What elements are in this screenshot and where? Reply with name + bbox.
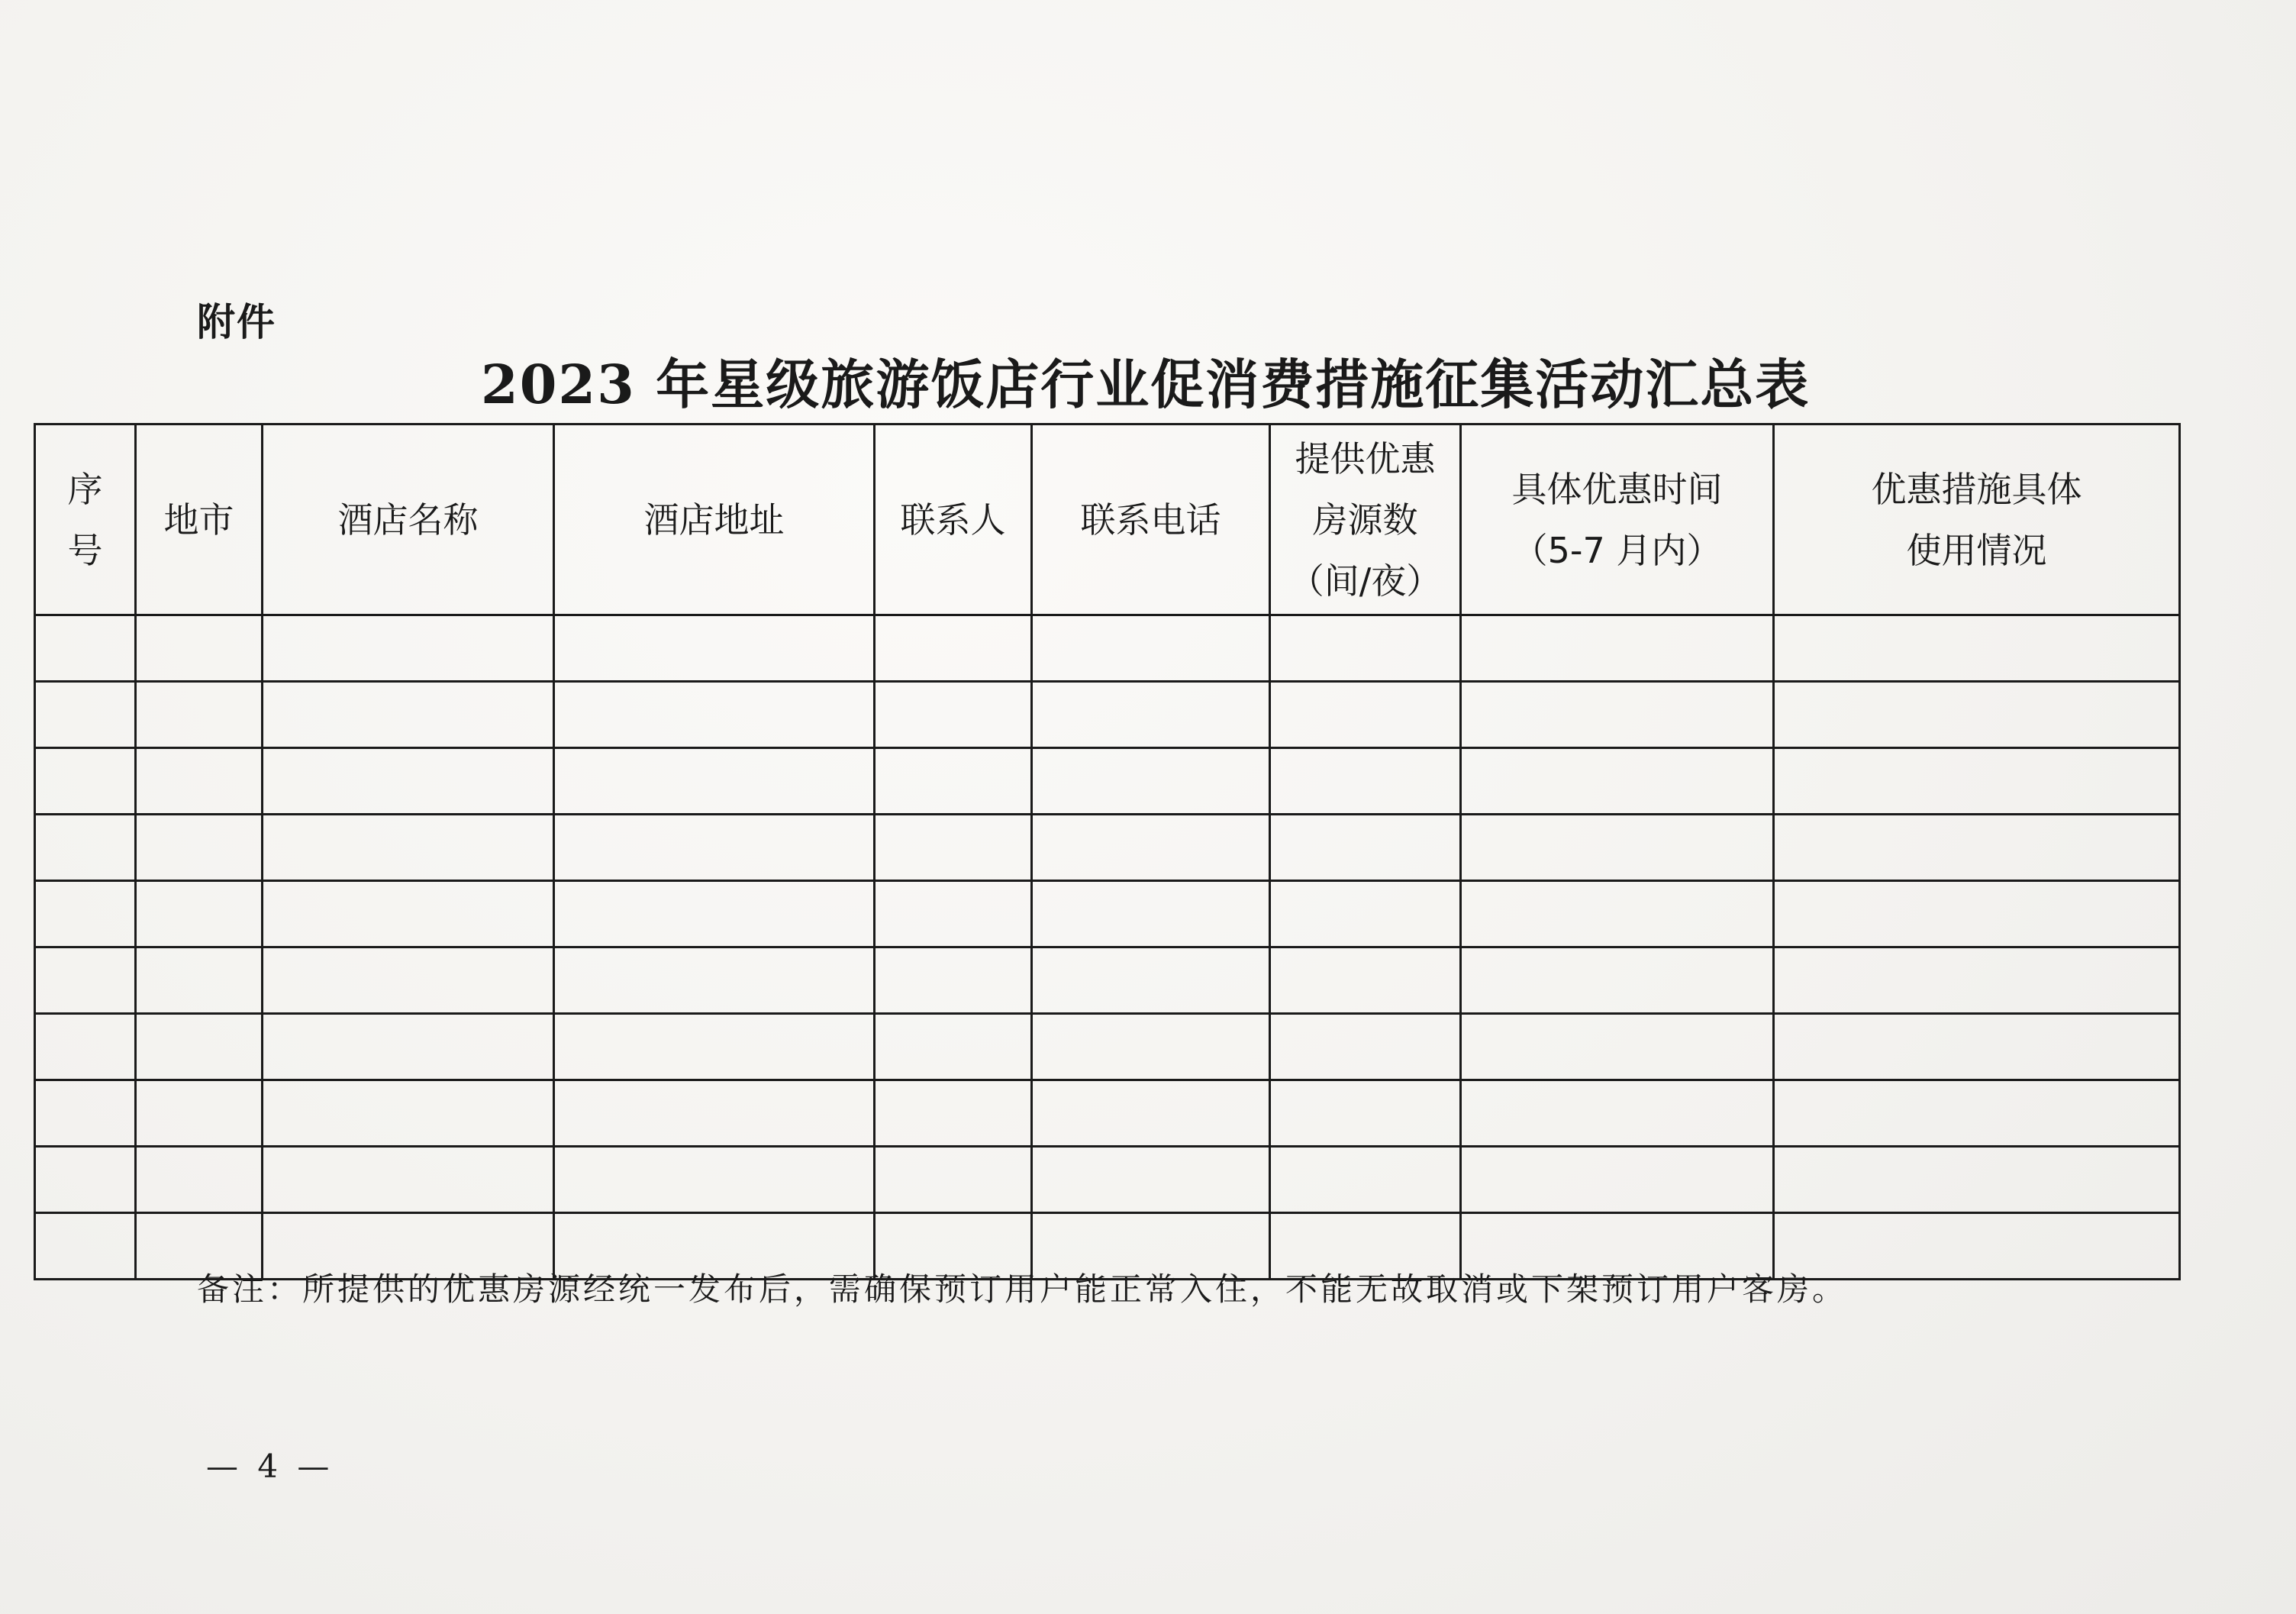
table-cell — [1270, 1080, 1461, 1147]
header-line: 地市 — [163, 499, 234, 541]
table-cell — [1461, 815, 1774, 881]
header-line: 酒店地址 — [643, 499, 785, 541]
table-cell — [1270, 682, 1461, 748]
header-hotel-address — [554, 424, 875, 615]
table-cell — [1774, 682, 2180, 748]
table-row — [35, 1147, 2180, 1213]
header-city — [136, 424, 263, 615]
header-hotel-name — [263, 424, 554, 615]
table-cell — [554, 1080, 875, 1147]
table-cell — [35, 682, 136, 748]
table-cell — [1032, 682, 1270, 748]
table-cell — [1774, 947, 2180, 1014]
header-serial-number — [35, 424, 136, 615]
table-cell — [1270, 748, 1461, 815]
table-row — [35, 748, 2180, 815]
table-cell — [1774, 1014, 2180, 1080]
table-cell — [136, 615, 263, 682]
header-room-count — [1270, 424, 1461, 615]
table-cell — [875, 815, 1032, 881]
table-cell — [35, 881, 136, 947]
table-cell — [263, 815, 554, 881]
table-row — [35, 947, 2180, 1014]
header-line: 联系电话 — [1080, 499, 1221, 541]
table-cell — [1774, 1147, 2180, 1213]
table-cell — [136, 1080, 263, 1147]
table-cell — [136, 682, 263, 748]
table-cell — [263, 1147, 554, 1213]
table-cell — [136, 748, 263, 815]
table-cell — [1270, 615, 1461, 682]
table-cell — [875, 881, 1032, 947]
header-line: 号 — [67, 529, 103, 571]
table-cell — [1032, 1147, 1270, 1213]
header-line: 酒店名称 — [337, 499, 479, 541]
table-row — [35, 1080, 2180, 1147]
table-cell — [1270, 1014, 1461, 1080]
table-row — [35, 815, 2180, 881]
page-number: — 4 — — [206, 1448, 334, 1485]
header-contact-person — [875, 424, 1032, 615]
table-cell — [35, 1213, 136, 1280]
table-row — [35, 1014, 2180, 1080]
header-contact-phone — [1032, 424, 1270, 615]
table-cell — [1270, 947, 1461, 1014]
table-cell — [35, 615, 136, 682]
table-cell — [1032, 615, 1270, 682]
table-cell — [554, 947, 875, 1014]
table-cell — [1461, 682, 1774, 748]
table-row — [35, 682, 2180, 748]
header-line: 使用情况 — [1906, 529, 2047, 571]
table-cell — [1461, 1080, 1774, 1147]
header-line: 房源数 — [1312, 499, 1418, 541]
table-cell — [1461, 947, 1774, 1014]
table-cell — [1774, 615, 2180, 682]
table-cell — [263, 1080, 554, 1147]
table-cell — [136, 815, 263, 881]
header-line: 提供优惠 — [1295, 437, 1436, 479]
table-cell — [263, 1014, 554, 1080]
table-cell — [1461, 615, 1774, 682]
header-discount-period — [1461, 424, 1774, 615]
table-cell — [875, 1014, 1032, 1080]
table-cell — [1461, 748, 1774, 815]
table-cell — [1032, 748, 1270, 815]
table-cell — [136, 947, 263, 1014]
table-cell — [1032, 1014, 1270, 1080]
table-cell — [554, 815, 875, 881]
table-cell — [35, 947, 136, 1014]
header-line: （5-7 月内） — [1512, 529, 1722, 571]
table-cell — [1461, 1147, 1774, 1213]
table-row — [35, 881, 2180, 947]
table-cell — [1270, 881, 1461, 947]
table-row — [35, 615, 2180, 682]
table-cell — [875, 615, 1032, 682]
table-cell — [1032, 1080, 1270, 1147]
table-cell — [554, 615, 875, 682]
table-body — [35, 615, 2180, 1280]
table-cell — [1774, 1080, 2180, 1147]
header-line: 序 — [67, 468, 103, 510]
header-line: 优惠措施具体 — [1871, 468, 2082, 510]
table-cell — [1032, 881, 1270, 947]
header-line: 联系人 — [900, 499, 1006, 541]
table-header-row — [35, 424, 2180, 615]
summary-table — [34, 423, 2181, 1280]
table-cell — [136, 1147, 263, 1213]
table-cell — [136, 881, 263, 947]
table-cell — [35, 815, 136, 881]
table-cell — [875, 682, 1032, 748]
table-cell — [1774, 881, 2180, 947]
table-cell — [1032, 815, 1270, 881]
header-line: （间/夜） — [1288, 560, 1442, 602]
table-cell — [35, 1080, 136, 1147]
header-discount-usage — [1774, 424, 2180, 615]
table-cell — [1032, 947, 1270, 1014]
header-line: 具体优惠时间 — [1511, 468, 1723, 510]
table-cell — [875, 1080, 1032, 1147]
table-cell — [263, 682, 554, 748]
table-cell — [263, 947, 554, 1014]
table-cell — [263, 881, 554, 947]
attachment-label: 附件 — [197, 300, 276, 344]
table-cell — [875, 1147, 1032, 1213]
table-cell — [875, 947, 1032, 1014]
footnote: 备注：所提供的优惠房源经统一发布后，需确保预订用户能正常入住，不能无故取消或下架预订用户客房。 — [197, 1270, 1848, 1308]
table-cell — [554, 881, 875, 947]
table-cell — [875, 748, 1032, 815]
table-cell — [1270, 1147, 1461, 1213]
table-cell — [1774, 748, 2180, 815]
table-cell — [263, 748, 554, 815]
table-cell — [263, 615, 554, 682]
table-cell — [35, 748, 136, 815]
table-cell — [554, 1147, 875, 1213]
table-cell — [35, 1014, 136, 1080]
table-cell — [35, 1147, 136, 1213]
table-cell — [1461, 881, 1774, 947]
table-cell — [1270, 815, 1461, 881]
table-cell — [1774, 815, 2180, 881]
table-cell — [554, 682, 875, 748]
table-cell — [554, 748, 875, 815]
document-title: 2023 年星级旅游饭店行业促消费措施征集活动汇总表 — [481, 353, 1811, 416]
table-cell — [554, 1014, 875, 1080]
table-cell — [136, 1014, 263, 1080]
table-cell — [1461, 1014, 1774, 1080]
